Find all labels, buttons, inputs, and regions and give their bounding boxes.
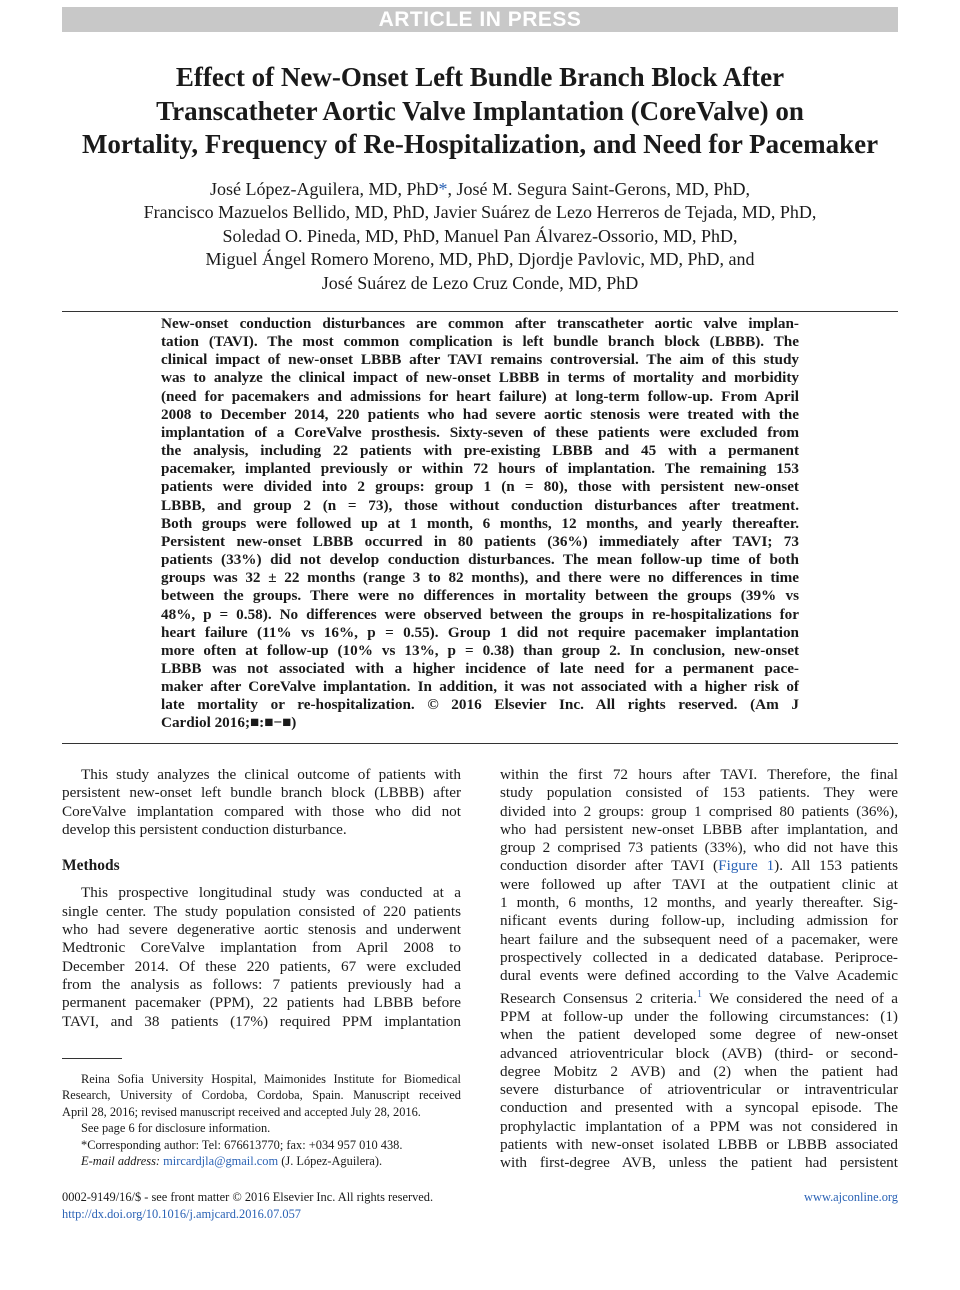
left-column — [62, 766, 461, 1031]
body-line: This prospective longitudinal study was conducted at a — [81, 884, 461, 902]
body-line: within the first 72 hours after TAVI. Therefore, the final — [500, 766, 898, 783]
abstract-line: patients were divided into 2 groups: group 1 (n = 80), those with persistent new-onset — [161, 478, 799, 496]
affiliation-line: April 28, 2016; revised manuscript received and accepted July 28, 2016. — [62, 1104, 421, 1119]
corresponding-author-note: *Corresponding author: Tel: 676613770; fax: +034 957 010 438. — [81, 1137, 403, 1152]
body-line: from the analysis as follows: 7 patients previously had a — [62, 975, 461, 993]
journal-website-link[interactable]: www.ajconline.org — [804, 1190, 898, 1204]
body-line: 1 month, 6 months, 12 months, and yearly thereafter. Sig- — [500, 894, 898, 912]
body-line: This study analyzes the clinical outcome of patients with — [81, 766, 461, 783]
abstract-line: was to analyze the clinical impact of new-onset LBBB in terms of mortality and morbidity — [161, 369, 799, 387]
abstract-line: (need for pacemakers and admissions for heart failure) at long-term follow-up. From April — [161, 387, 799, 405]
abstract-line: late mortality or re-hospitalization. © 2016 Elsevier Inc. All rights reserved. (Am J — [161, 696, 799, 714]
title-line: Transcatheter Aortic Valve Implantation (CoreValve) on — [156, 95, 804, 126]
publication-info — [62, 1189, 433, 1223]
abstract — [161, 315, 799, 733]
body-line: prophylactic implantation of a PPM was not considered in — [500, 1117, 898, 1135]
body-line: persistent new-onset left bundle branch block (LBBB) after — [62, 784, 461, 802]
body-line: degree Mobitz 2 AVB) and (2) when the patient had — [500, 1062, 898, 1080]
footnotes — [62, 1071, 461, 1169]
body-line: PPM at follow-up under the following circumstances: (1) — [500, 1007, 898, 1025]
email-label: E-mail address: — [81, 1154, 161, 1169]
abstract-line: Both groups were followed up at 1 month, 6 months, 12 months, and yearly thereafter. — [161, 514, 799, 532]
abstract-line: the analysis, including 22 patients with pre-existing LBBB and 45 with a permanent — [161, 442, 799, 460]
right-column — [500, 766, 898, 1173]
body-line: study population consisted of 153 patients. They were — [500, 784, 898, 802]
author-first: José López-Aguilera, MD, PhD — [210, 179, 439, 199]
body-line: advanced atrioventricular block (AVB) (third- or second- — [500, 1044, 898, 1062]
email-link[interactable]: mircardjla@gmail.com — [163, 1154, 279, 1169]
body-line: develop this persistent conduction disturbance. — [62, 820, 347, 838]
text-fragment: ). All 153 patients — [774, 857, 898, 875]
email-suffix: (J. López-Aguilera). — [281, 1154, 383, 1169]
article-in-press-banner: ARTICLE IN PRESS — [62, 7, 898, 32]
abstract-line: tation (TAVI). The most common complication is left bundle branch block (LBBB). The — [161, 333, 799, 351]
author-line: Miguel Ángel Romero Moreno, MD, PhD, Djordje Pavlovic, MD, PhD, and — [205, 249, 755, 270]
abstract-line: clinical impact of new-onset LBBB after TAVI remains controversial. The aim of this study — [161, 351, 799, 369]
body-line: dural events were defined according to the Valve Academic — [500, 967, 898, 985]
body-line: who had severe degenerative aortic stenosis and underwent — [62, 921, 461, 939]
article-title — [40, 61, 920, 162]
body-line: severe disturbance of atrioventricular or intraventricular — [500, 1081, 898, 1099]
abstract-bottom-rule — [62, 743, 898, 744]
body-line: heart failure and the subsequent need of a pacemaker, were — [500, 930, 898, 948]
corresponding-author-link[interactable]: * — [438, 179, 448, 199]
title-line: Effect of New-Onset Left Bundle Branch Block After — [175, 62, 785, 92]
affiliation-line: Research, University of Cordoba, Cordoba, Spain. Manuscript received — [62, 1088, 461, 1103]
title-line: Mortality, Frequency of Re-Hospitalization, and Need for Pacemaker — [81, 129, 879, 159]
abstract-top-rule — [62, 311, 898, 312]
methods-heading: Methods — [62, 857, 120, 875]
author-line: Soledad O. Pineda, MD, PhD, Manuel Pan Álvarez-Ossorio, MD, PhD, — [222, 225, 738, 246]
body-line: single center. The study population consisted of 220 patients — [62, 902, 461, 920]
author-second: , José M. Segura Saint-Gerons, MD, PhD, — [447, 179, 750, 199]
text-fragment: We considered the need of a — [702, 989, 898, 1007]
abstract-line: 48%, p = 0.58). No differences were observed between the groups in re-hospitalizations for — [161, 605, 799, 623]
body-line: CoreValve implantation compared with those who did not — [62, 802, 461, 820]
abstract-line: pacemaker, implanted previously or within 72 hours of implantation. The remaining 153 — [161, 460, 799, 478]
body-line: Medtronic CoreValve implantation from April 2008 to — [62, 939, 461, 957]
abstract-line: New-onset conduction disturbances are common after transcatheter aortic valve implan- — [161, 315, 799, 332]
issn-line: 0002-9149/16/$ - see front matter © 2016 Elsevier Inc. All rights reserved. — [62, 1190, 434, 1204]
text-fragment: Research Consensus 2 criteria. — [500, 989, 698, 1007]
abstract-line: LBBB, and group 2 (n = 73), those without conduction disturbances after treatment. — [161, 496, 799, 514]
author-list — [40, 178, 920, 295]
abstract-line: 2008 to December 2014, 220 patients who had severe aortic stenosis were treated with the — [161, 405, 799, 423]
body-line: when the patient developed some degree of new-onset — [500, 1026, 898, 1044]
body-line: December 2014. Of these 220 patients, 67 were excluded — [62, 957, 461, 975]
figure-1-link[interactable]: Figure 1 — [718, 857, 775, 875]
author-line — [40, 178, 920, 201]
abstract-line: Cardiol 2016;■:■−■) — [161, 714, 297, 732]
disclosure-note: See page 6 for disclosure information. — [81, 1121, 271, 1136]
abstract-line: Persistent new-onset LBBB occurred in 80 patients (36%) immediately after TAVI; 73 — [161, 532, 799, 550]
abstract-line: LBBB was not associated with a higher incidence of late need for a permanent pace- — [161, 659, 799, 677]
abstract-line: patients (33%) did not develop conduction disturbances. The mean follow-up time of both — [161, 551, 799, 569]
abstract-line: implantation of a CoreValve prosthesis. Sixty-seven of these patients were excluded from — [161, 423, 799, 441]
author-line: Francisco Mazuelos Bellido, MD, PhD, Javier Suárez de Lezo Herreros de Tejada, MD, PhD, — [143, 202, 817, 223]
body-line: divided into 2 groups: group 1 comprised 80 patients (36%), — [500, 802, 898, 820]
affiliation-line: Reina Sofia University Hospital, Maimonides Institute for Biomedical — [81, 1072, 461, 1086]
text-fragment: conduction disorder after TAVI ( — [500, 857, 719, 875]
abstract-line: between the groups. There were no differences in mortality between the groups (39% vs — [161, 587, 799, 605]
body-line: permanent pacemaker (PPM), 22 patients had LBBB before — [62, 994, 461, 1012]
body-line: patients with new-onset isolated LBBB or LBBB associated — [500, 1136, 898, 1153]
doi-link[interactable]: http://dx.doi.org/10.1016/j.amjcard.2016.07.057 — [62, 1207, 301, 1221]
abstract-line: maker after CoreValve implantation. In addition, it was not associated with a higher risk of — [161, 678, 799, 696]
body-line: were followed up after TAVI at the outpatient clinic at — [500, 875, 898, 893]
body-line: prospectively collected in a dedicated database. Periproce- — [500, 948, 898, 966]
body-line: nificant events during follow-up, including admission for — [500, 912, 898, 930]
body-line: who had persistent new-onset LBBB after implantation, and — [500, 820, 898, 838]
body-line: conduction and presented with a syncopal episode. The — [500, 1099, 898, 1117]
body-line: with first-degree AVB, unless the patient had persistent — [500, 1154, 898, 1172]
body-line: group 2 comprised 73 patients (33%), who did not have this — [500, 839, 898, 857]
body-line — [500, 857, 898, 875]
body-line — [500, 986, 898, 1008]
abstract-line: groups was 32 ± 22 months (range 3 to 82 months), and there were no differences in time — [161, 569, 799, 587]
body-line: TAVI, and 38 patients (17%) required PPM implantation — [62, 1012, 461, 1030]
email-note — [62, 1153, 461, 1169]
abstract-line: heart failure (11% vs 16%, p = 0.55). Group 1 did not require pacemaker implantation — [161, 623, 799, 641]
reference-1-link[interactable]: 1 — [697, 988, 703, 1000]
author-line: José Suárez de Lezo Cruz Conde, MD, PhD — [321, 272, 639, 293]
footnote-rule — [62, 1058, 122, 1059]
abstract-line: more often at follow-up (10% vs 13%, p = 0.38) than group 2. In conclusion, new-onset — [161, 641, 799, 659]
